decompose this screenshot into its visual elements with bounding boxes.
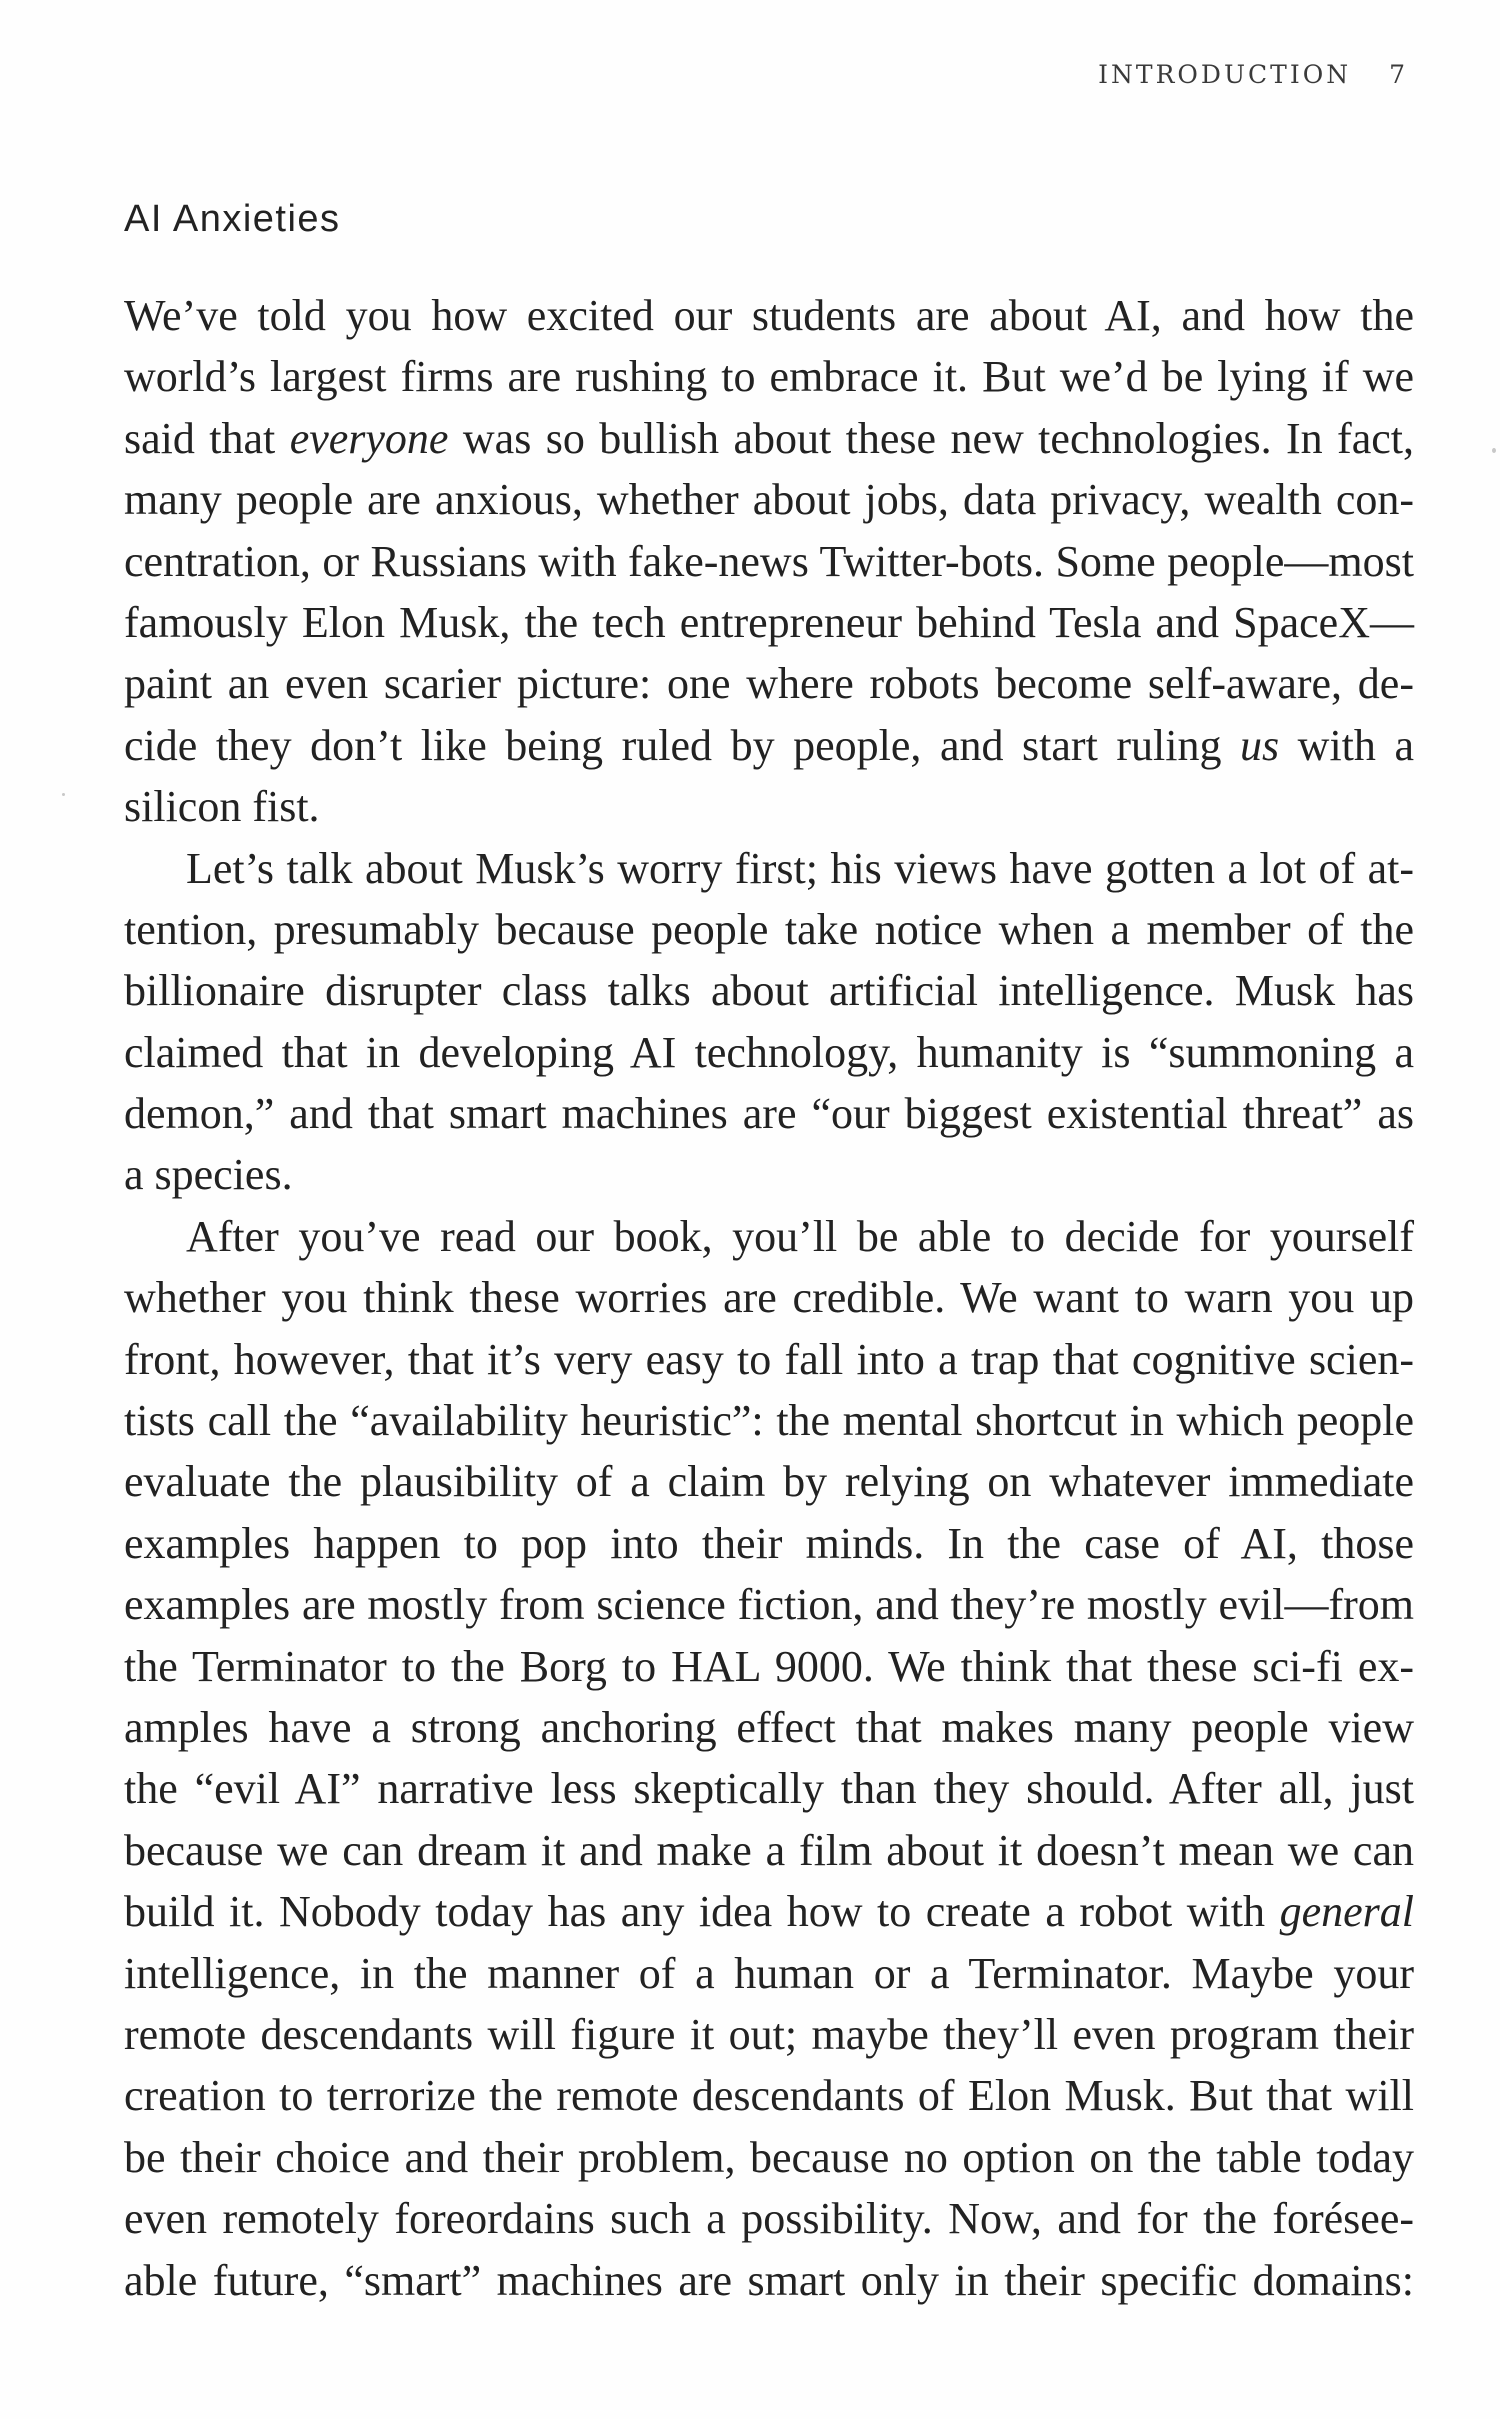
- text-segment: examples happen to pop into their minds. In the case of AI, those: [124, 1518, 1414, 1568]
- text-segment: whether you think these worries are credible. We want to warn you up: [124, 1273, 1414, 1323]
- text-line: [124, 1144, 1414, 1205]
- text-segment: amples have a strong anchoring effect that makes many people view: [124, 1702, 1414, 1752]
- text-segment: tists call the “availability heuristic”: the mental shortcut in which people: [124, 1396, 1414, 1446]
- text-segment: the Terminator to the Borg to HAL 9000. We think that these sci-fi ex-: [124, 1641, 1414, 1691]
- section-heading: AI Anxieties: [124, 198, 341, 240]
- text-line: [124, 1022, 1414, 1083]
- text-segment: build it. Nobody today has any idea how to create a robot with: [124, 1887, 1280, 1937]
- text-line: [124, 1206, 1414, 1267]
- text-segment: even remotely foreordains such a possibility. Now, and for the forésee-: [124, 2194, 1414, 2244]
- text-line: [124, 1697, 1414, 1758]
- text-line: [124, 715, 1414, 776]
- text-line: [124, 1820, 1414, 1881]
- text-segment: silicon fist.: [124, 782, 320, 832]
- text-line: [124, 1943, 1414, 2004]
- text-line: [124, 838, 1414, 899]
- text-line: [124, 1636, 1414, 1697]
- text-segment: remote descendants will figure it out; maybe they’ll even program their: [124, 2009, 1414, 2059]
- text-segment: centration, or Russians with fake-news Twitter-bots. Some people—most: [124, 536, 1414, 586]
- text-segment: After you’ve read our book, you’ll be able to decide for yourself: [186, 1211, 1414, 1261]
- page-number: 7: [1389, 60, 1405, 89]
- text-line: [124, 531, 1414, 592]
- text-segment: a species.: [124, 1150, 293, 1200]
- text-line: [124, 469, 1414, 530]
- text-segment: paint an even scarier picture: one where robots become self-aware, de-: [124, 659, 1414, 709]
- text-line: [124, 1083, 1414, 1144]
- text-line: [124, 2004, 1414, 2065]
- text-segment: cide they don’t like being ruled by people, and start ruling: [124, 720, 1240, 770]
- text-line: [124, 1390, 1414, 1451]
- text-line: [124, 1513, 1414, 1574]
- text-segment: the “evil AI” narrative less skeptically than they should. After all, just: [124, 1764, 1414, 1814]
- text-line: [124, 1267, 1414, 1328]
- emphasis-text: general: [1279, 1887, 1414, 1937]
- scan-speck: [1492, 448, 1496, 453]
- scan-speck: [62, 793, 65, 796]
- text-segment: front, however, that it’s very easy to fall into a trap that cognitive scien-: [124, 1334, 1414, 1384]
- text-line: [124, 592, 1414, 653]
- text-segment: intelligence, in the manner of a human or a Terminator. Maybe your: [124, 1948, 1414, 1998]
- text-line: [124, 776, 1414, 837]
- text-segment: with a: [1279, 720, 1414, 770]
- text-line: [124, 285, 1414, 346]
- text-segment: able future, “smart” machines are smart only in their specific domains:: [124, 2255, 1414, 2305]
- text-segment: claimed that in developing AI technology, humanity is “summoning a: [124, 1027, 1414, 1077]
- text-segment: said that: [124, 413, 290, 463]
- body-text: [124, 285, 1414, 2311]
- text-segment: Let’s talk about Musk’s worry first; his views have gotten a lot of at-: [186, 843, 1414, 893]
- text-line: [124, 899, 1414, 960]
- text-segment: tention, presumably because people take notice when a member of the: [124, 904, 1414, 954]
- emphasis-text: everyone: [289, 413, 449, 463]
- running-head: [1098, 60, 1405, 89]
- text-line: [124, 2065, 1414, 2126]
- text-segment: because we can dream it and make a film about it doesn’t mean we can: [124, 1825, 1414, 1875]
- text-segment: world’s largest firms are rushing to embrace it. But we’d be lying if we: [124, 352, 1414, 402]
- text-line: [124, 346, 1414, 407]
- text-line: [124, 408, 1414, 469]
- text-segment: demon,” and that smart machines are “our biggest existential threat” as: [124, 1089, 1414, 1139]
- text-segment: many people are anxious, whether about jobs, data privacy, wealth con-: [124, 475, 1414, 525]
- text-line: [124, 1329, 1414, 1390]
- text-segment: evaluate the plausibility of a claim by relying on whatever immediate: [124, 1457, 1414, 1507]
- text-segment: be their choice and their problem, because no option on the table today: [124, 2132, 1414, 2182]
- text-line: [124, 2250, 1414, 2311]
- text-line: [124, 2188, 1414, 2249]
- text-segment: We’ve told you how excited our students are about AI, and how the: [124, 291, 1414, 340]
- text-line: [124, 1758, 1414, 1819]
- text-line: [124, 960, 1414, 1021]
- text-segment: examples are mostly from science fiction, and they’re mostly evil—from: [124, 1580, 1414, 1630]
- text-line: [124, 2127, 1414, 2188]
- emphasis-text: us: [1240, 720, 1280, 770]
- text-segment: was so bullish about these new technologies. In fact,: [448, 413, 1414, 463]
- text-line: [124, 1574, 1414, 1635]
- text-line: [124, 653, 1414, 714]
- text-line: [124, 1881, 1414, 1942]
- text-segment: creation to terrorize the remote descendants of Elon Musk. But that will: [124, 2071, 1414, 2121]
- text-line: [124, 1451, 1414, 1512]
- text-segment: billionaire disrupter class talks about artificial intelligence. Musk has: [124, 966, 1414, 1016]
- text-segment: famously Elon Musk, the tech entrepreneur behind Tesla and SpaceX—: [124, 597, 1414, 647]
- running-title: INTRODUCTION: [1098, 60, 1352, 89]
